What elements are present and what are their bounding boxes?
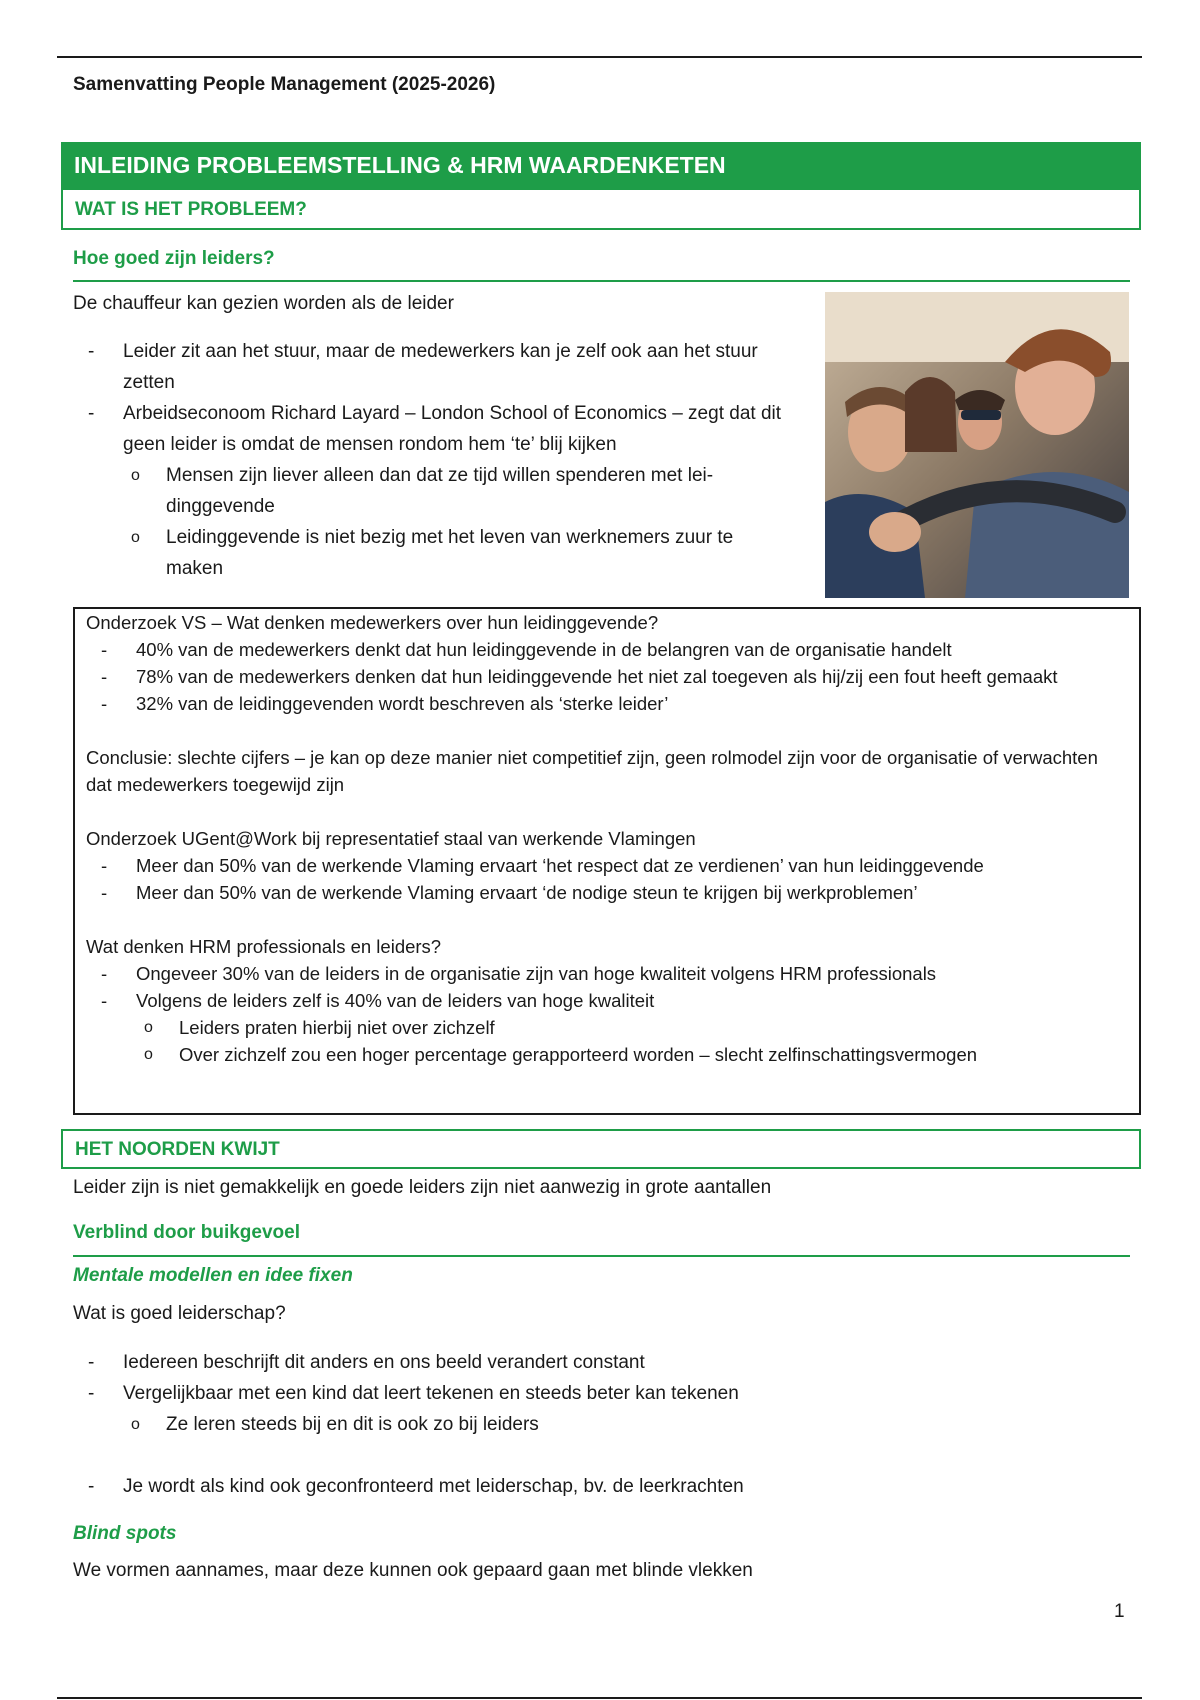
research-ugent-list — [86, 852, 1128, 906]
intro-text: De chauffeur kan gezien worden als de leider — [73, 293, 454, 314]
heading-wat-is-het-probleem: WAT IS HET PROBLEEM? — [61, 188, 1141, 230]
list-item: - Iedereen beschrijft dit anders en ons beeld verandert constant — [73, 1347, 1073, 1378]
research-us-list — [86, 636, 1128, 717]
heading-underline — [73, 280, 1130, 282]
list-item: - Je wordt als kind ook geconfronteerd met leiderschap, bv. de leerkrachten — [73, 1471, 1073, 1502]
list-item: - Arbeidseconoom Richard Layard – London School of Economics – zegt dat dit geen leider is omdat de mensen rondom hem ‘te’ blij kijken o Mensen zijn liever alleen dan dat ze tijd willen spenderen met lei-dinggevende o Leidinggevende is niet bezig met het leven van werknemers zuur te maken — [73, 398, 793, 584]
research-us-title: Onderzoek VS – Wat denken medewerkers over hun leidinggevende? — [86, 612, 659, 633]
research-box — [73, 607, 1141, 1115]
top-rule — [57, 56, 1142, 58]
list-item: - Meer dan 50% van de werkende Vlaming ervaart ‘de nodige steun te krijgen bij werkproblemen’ — [86, 879, 1128, 906]
list-item: - Meer dan 50% van de werkende Vlaming ervaart ‘het respect dat ze verdienen’ van hun leidinggevende — [86, 852, 1128, 879]
question-text: Wat is goed leiderschap? — [73, 1303, 286, 1324]
list-item: o Leiders praten hierbij niet over zichzelf — [136, 1014, 1128, 1041]
research-ugent-title: Onderzoek UGent@Work bij representatief staal van werkende Vlamingen — [86, 828, 696, 849]
car-friends-photo — [825, 292, 1129, 598]
list-item: - Volgens de leiders zelf is 40% van de leiders van hoge kwaliteit o Leiders praten hierbij niet over zichzelf o Over zichzelf zou een hoger percentage gerapporteerd worden – slecht zelfinschattingsvermogen — [86, 987, 1128, 1068]
list-item: - 40% van de medewerkers denkt dat hun leidinggevende in de belangren van de organisatie handelt — [86, 636, 1128, 663]
list-item: - Vergelijkbaar met een kind dat leert tekenen en steeds beter kan tekenen o Ze leren steeds bij en dit is ook zo bij leiders — [73, 1378, 1073, 1440]
heading-het-noorden-kwijt: HET NOORDEN KWIJT — [61, 1129, 1141, 1169]
sub-bullets — [123, 460, 793, 584]
heading-mentale-modellen: Mentale modellen en idee fixen — [73, 1265, 353, 1286]
hrm-sub-list — [136, 1014, 1128, 1068]
list-item: - Ongeveer 30% van de leiders in de organisatie zijn van hoge kwaliteit volgens HRM professionals — [86, 960, 1128, 987]
heading-blind-spots: Blind spots — [73, 1523, 177, 1544]
list-item: o Over zichzelf zou een hoger percentage gerapporteerd worden – slecht zelfinschattingsvermogen — [136, 1041, 1128, 1068]
heading-hoe-goed-zijn-leiders: Hoe goed zijn leiders? — [73, 248, 275, 269]
noorden-text: Leider zijn is niet gemakkelijk en goede leiders zijn niet aanwezig in grote aantallen — [73, 1177, 772, 1198]
hrm-list — [86, 960, 1128, 1068]
document-title: Samenvatting People Management (2025-2026) — [73, 74, 496, 95]
heading-inleiding: INLEIDING PROBLEEMSTELLING & HRM WAARDENKETEN — [61, 142, 1141, 188]
list-item: o Leidinggevende is niet bezig met het leven van werknemers zuur te maken — [123, 522, 793, 584]
heading-verblind: Verblind door buikgevoel — [73, 1222, 300, 1243]
list-item: - 32% van de leidinggevenden wordt beschreven als ‘sterke leider’ — [86, 690, 1128, 717]
sub-bullets — [123, 1409, 1073, 1440]
blind-spots-text: We vormen aannames, maar deze kunnen ook gepaard gaan met blinde vlekken — [73, 1560, 753, 1581]
bottom-rule — [57, 1697, 1142, 1699]
heading-underline — [73, 1255, 1130, 1257]
leader-bullets — [73, 336, 793, 584]
list-item: - Leider zit aan het stuur, maar de medewerkers kan je zelf ook aan het stuur zetten — [73, 336, 793, 398]
list-item: - 78% van de medewerkers denken dat hun leidinggevende het niet zal toegeven als hij/zij een fout heeft gemaakt — [86, 663, 1128, 690]
conclusion-text: Conclusie: slechte cijfers – je kan op deze manier niet competitief zijn, geen rolmodel zijn voor de organisatie of verwachten dat medewerkers toegewijd zijn — [86, 747, 1098, 795]
leadership-bullet-last — [73, 1471, 1073, 1502]
leadership-bullets — [73, 1347, 1073, 1440]
list-item: o Mensen zijn liever alleen dan dat ze tijd willen spenderen met lei-dinggevende — [123, 460, 793, 522]
hrm-question: Wat denken HRM professionals en leiders? — [86, 936, 442, 957]
list-item: o Ze leren steeds bij en dit is ook zo bij leiders — [123, 1409, 1073, 1440]
page-number: 1 — [1114, 1601, 1125, 1622]
